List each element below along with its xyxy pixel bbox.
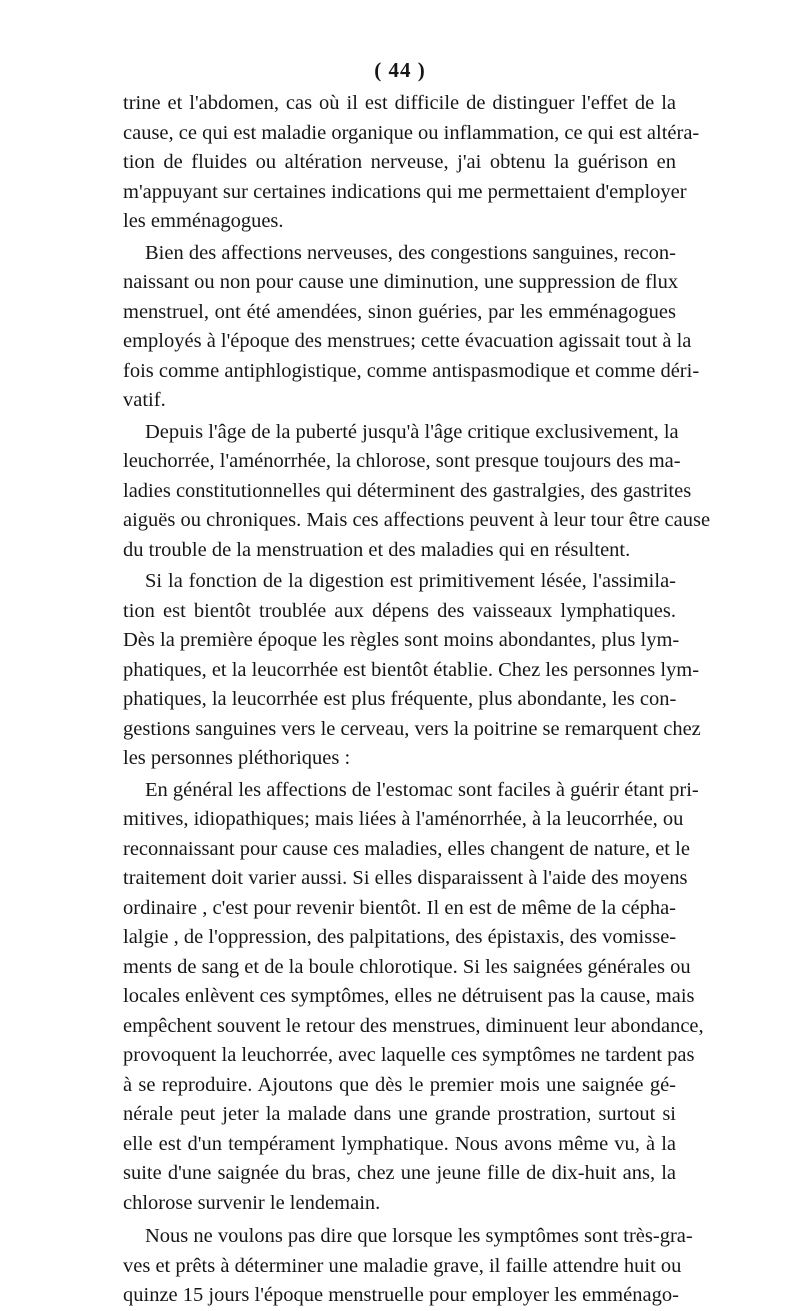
paragraph <box>123 418 711 566</box>
text-line: quinze 15 jours l'époque menstruelle pour employer les emménago- <box>123 1284 679 1306</box>
text-line: phatiques, et la leucorrhée est bientôt établie. Chez les personnes lym- <box>123 658 700 681</box>
text-line: trine et l'abdomen, cas où il est difficile de distinguer l'effet de la <box>123 92 676 114</box>
text-line: cause, ce qui est maladie organique ou inflammation, ce qui est altéra- <box>123 121 700 144</box>
text-line: du trouble de la menstruation et des maladies qui en résultent. <box>123 538 631 561</box>
text-line: ves et prêts à déterminer une maladie grave, il faille attendre huit ou <box>123 1254 682 1277</box>
paragraph <box>123 1222 693 1311</box>
text-line: m'appuyant sur certaines indications qui me permettaient d'employer <box>123 180 687 203</box>
text-line: mitives, idiopathiques; mais liées à l'aménorrhée, à la leucorrhée, ou <box>123 808 684 830</box>
text-line: elle est d'un tempérament lymphatique. Nous avons même vu, à la <box>123 1132 676 1155</box>
text-line: ordinaire , c'est pour revenir bientôt. Il en est de même de la cépha- <box>123 896 676 919</box>
text-line: fois comme antiphlogistique, comme antispasmodique et comme déri- <box>123 359 700 382</box>
text-line: chlorose survenir le lendemain. <box>123 1191 381 1214</box>
text-line: empêchent souvent le retour des menstrues, diminuent leur abondance, <box>123 1014 704 1037</box>
text-line: Nous ne voulons pas dire que lorsque les symptômes sont très-gra- <box>145 1225 693 1247</box>
text-line: Dès la première époque les règles sont moins abondantes, plus lym- <box>123 629 680 651</box>
paragraph <box>123 567 701 774</box>
text-line: reconnaissant pour cause ces maladies, elles changent de nature, et le <box>123 837 690 860</box>
text-line: menstruel, ont été amendées, sinon guéries, par les emménagogues <box>123 300 676 323</box>
text-line: vatif. <box>123 389 166 411</box>
text-line: aiguës ou chroniques. Mais ces affections peuvent à leur tour être cause <box>123 509 711 531</box>
page-number: ( 44 ) <box>374 58 426 82</box>
paragraph <box>123 776 704 1219</box>
text-line: nérale peut jeter la malade dans une grande prostration, surtout si <box>123 1103 676 1125</box>
text-line: les personnes pléthoriques : <box>123 747 351 769</box>
text-line: leuchorrée, l'aménorrhée, la chlorose, sont presque toujours des ma- <box>123 450 681 472</box>
text-line: lalgie , de l'oppression, des palpitations, des épistaxis, des vomisse- <box>123 926 677 948</box>
paragraph <box>123 239 700 416</box>
text-line: tion est bientôt troublée aux dépens des vaisseaux lymphatiques. <box>123 599 676 622</box>
text-line: suite d'une saignée du bras, chez une jeune fille de dix-huit ans, la <box>123 1162 676 1184</box>
text-line: phatiques, la leucorrhée est plus fréquente, plus abondante, les con- <box>123 688 677 710</box>
text-line: Si la fonction de la digestion est primitivement lésée, l'assimila- <box>145 570 676 592</box>
paragraph <box>123 89 700 237</box>
body-text <box>123 89 711 1311</box>
text-line: naissant ou non pour cause une diminution, une suppression de flux <box>123 271 679 293</box>
text-line: En général les affections de l'estomac sont faciles à guérir étant pri- <box>145 778 699 801</box>
text-line: Bien des affections nerveuses, des congestions sanguines, recon- <box>145 241 676 264</box>
text-line: les emménagogues. <box>123 210 284 232</box>
text-line: ladies constitutionnelles qui déterminent des gastralgies, des gastrites <box>123 479 692 502</box>
text-line: provoquent la leuchorrée, avec laquelle ces symptômes ne tardent pas <box>123 1044 695 1066</box>
text-line: employés à l'époque des menstrues; cette évacuation agissait tout à la <box>123 330 692 352</box>
text-line: à se reproduire. Ajoutons que dès le premier mois une saignée gé- <box>123 1073 676 1096</box>
text-line: traitement doit varier aussi. Si elles disparaissent à l'aide des moyens <box>123 867 688 889</box>
text-line: ments de sang et de la boule chlorotique. Si les saignées générales ou <box>123 955 691 978</box>
text-line: tion de fluides ou altération nerveuse, j'ai obtenu la guérison en <box>123 151 676 173</box>
text-line: Depuis l'âge de la puberté jusqu'à l'âge critique exclusivement, la <box>145 420 679 443</box>
text-line: locales enlèvent ces symptômes, elles ne détruisent pas la cause, mais <box>123 985 695 1007</box>
text-line: gestions sanguines vers le cerveau, vers la poitrine se remarquent chez <box>123 717 701 740</box>
